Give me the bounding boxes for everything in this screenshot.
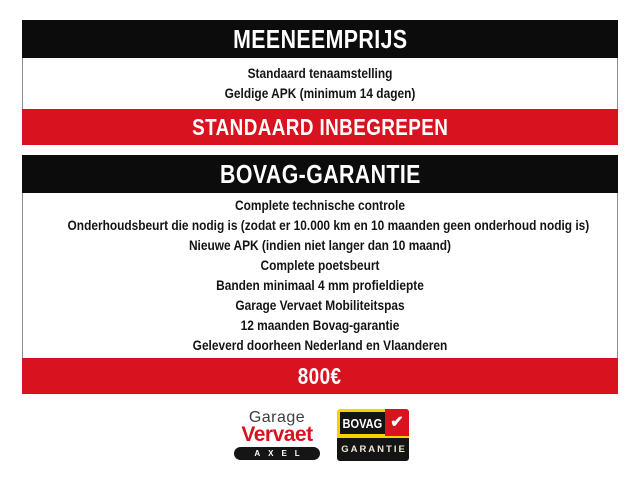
vervaet-logo-garage-text: Garage xyxy=(248,409,306,426)
warranty-item: Geleverd doorheen Nederland en Vlaanderen xyxy=(192,337,448,353)
price-section-title: MEENEEMPRIJS xyxy=(232,23,408,54)
warranty-item: Nieuwe APK (indien niet langer dan 10 maand) xyxy=(188,237,452,253)
warranty-item: Complete poetsbeurt xyxy=(260,257,380,273)
price-banner xyxy=(22,358,618,394)
included-banner xyxy=(22,109,618,145)
warranty-item: Garage Vervaet Mobiliteitspas xyxy=(235,297,405,313)
included-banner-label: STANDAARD INBEGREPEN xyxy=(191,113,449,140)
vervaet-logo-name-text: Vervaet xyxy=(241,423,313,446)
bovag-garantie-label: GARANTIE xyxy=(341,444,407,455)
price-section-header xyxy=(22,20,618,58)
price-section xyxy=(22,20,618,145)
vervaet-axel-badge xyxy=(234,447,320,460)
warranty-item: 12 maanden Bovag-garantie xyxy=(240,317,400,333)
warranty-item: Banden minimaal 4 mm profieldiepte xyxy=(216,277,424,293)
price-included-item: Standaard tenaamstelling xyxy=(247,65,393,81)
warranty-section-title: BOVAG-GARANTIE xyxy=(219,158,421,189)
vervaet-logo xyxy=(231,407,323,460)
price-banner-amount: 800€ xyxy=(298,362,342,389)
bovag-check-icon: ✔ xyxy=(390,413,404,431)
price-included-item: Geldige APK (minimum 14 dagen) xyxy=(224,85,416,101)
bovag-logo xyxy=(337,409,409,461)
warranty-item-list xyxy=(22,193,618,358)
bovag-check-panel xyxy=(385,409,409,436)
warranty-section xyxy=(22,155,618,394)
warranty-item: Complete technische controle xyxy=(235,197,405,213)
flyer-content xyxy=(22,20,618,394)
warranty-item: Onderhoudsbeurt die nodig is (zodat er 10.000 km en 10 maanden geen onderhoud nodig is) xyxy=(67,217,590,233)
warranty-section-header xyxy=(22,155,618,193)
section-divider xyxy=(22,145,618,155)
price-included-list xyxy=(22,58,618,109)
footer-logos xyxy=(0,407,640,461)
bovag-garantie-bar xyxy=(337,438,409,461)
bovag-wordmark xyxy=(340,412,385,434)
vervaet-axel-badge-label: AXEL xyxy=(254,449,308,458)
bovag-wordmark-label: BOVAG xyxy=(342,415,383,431)
